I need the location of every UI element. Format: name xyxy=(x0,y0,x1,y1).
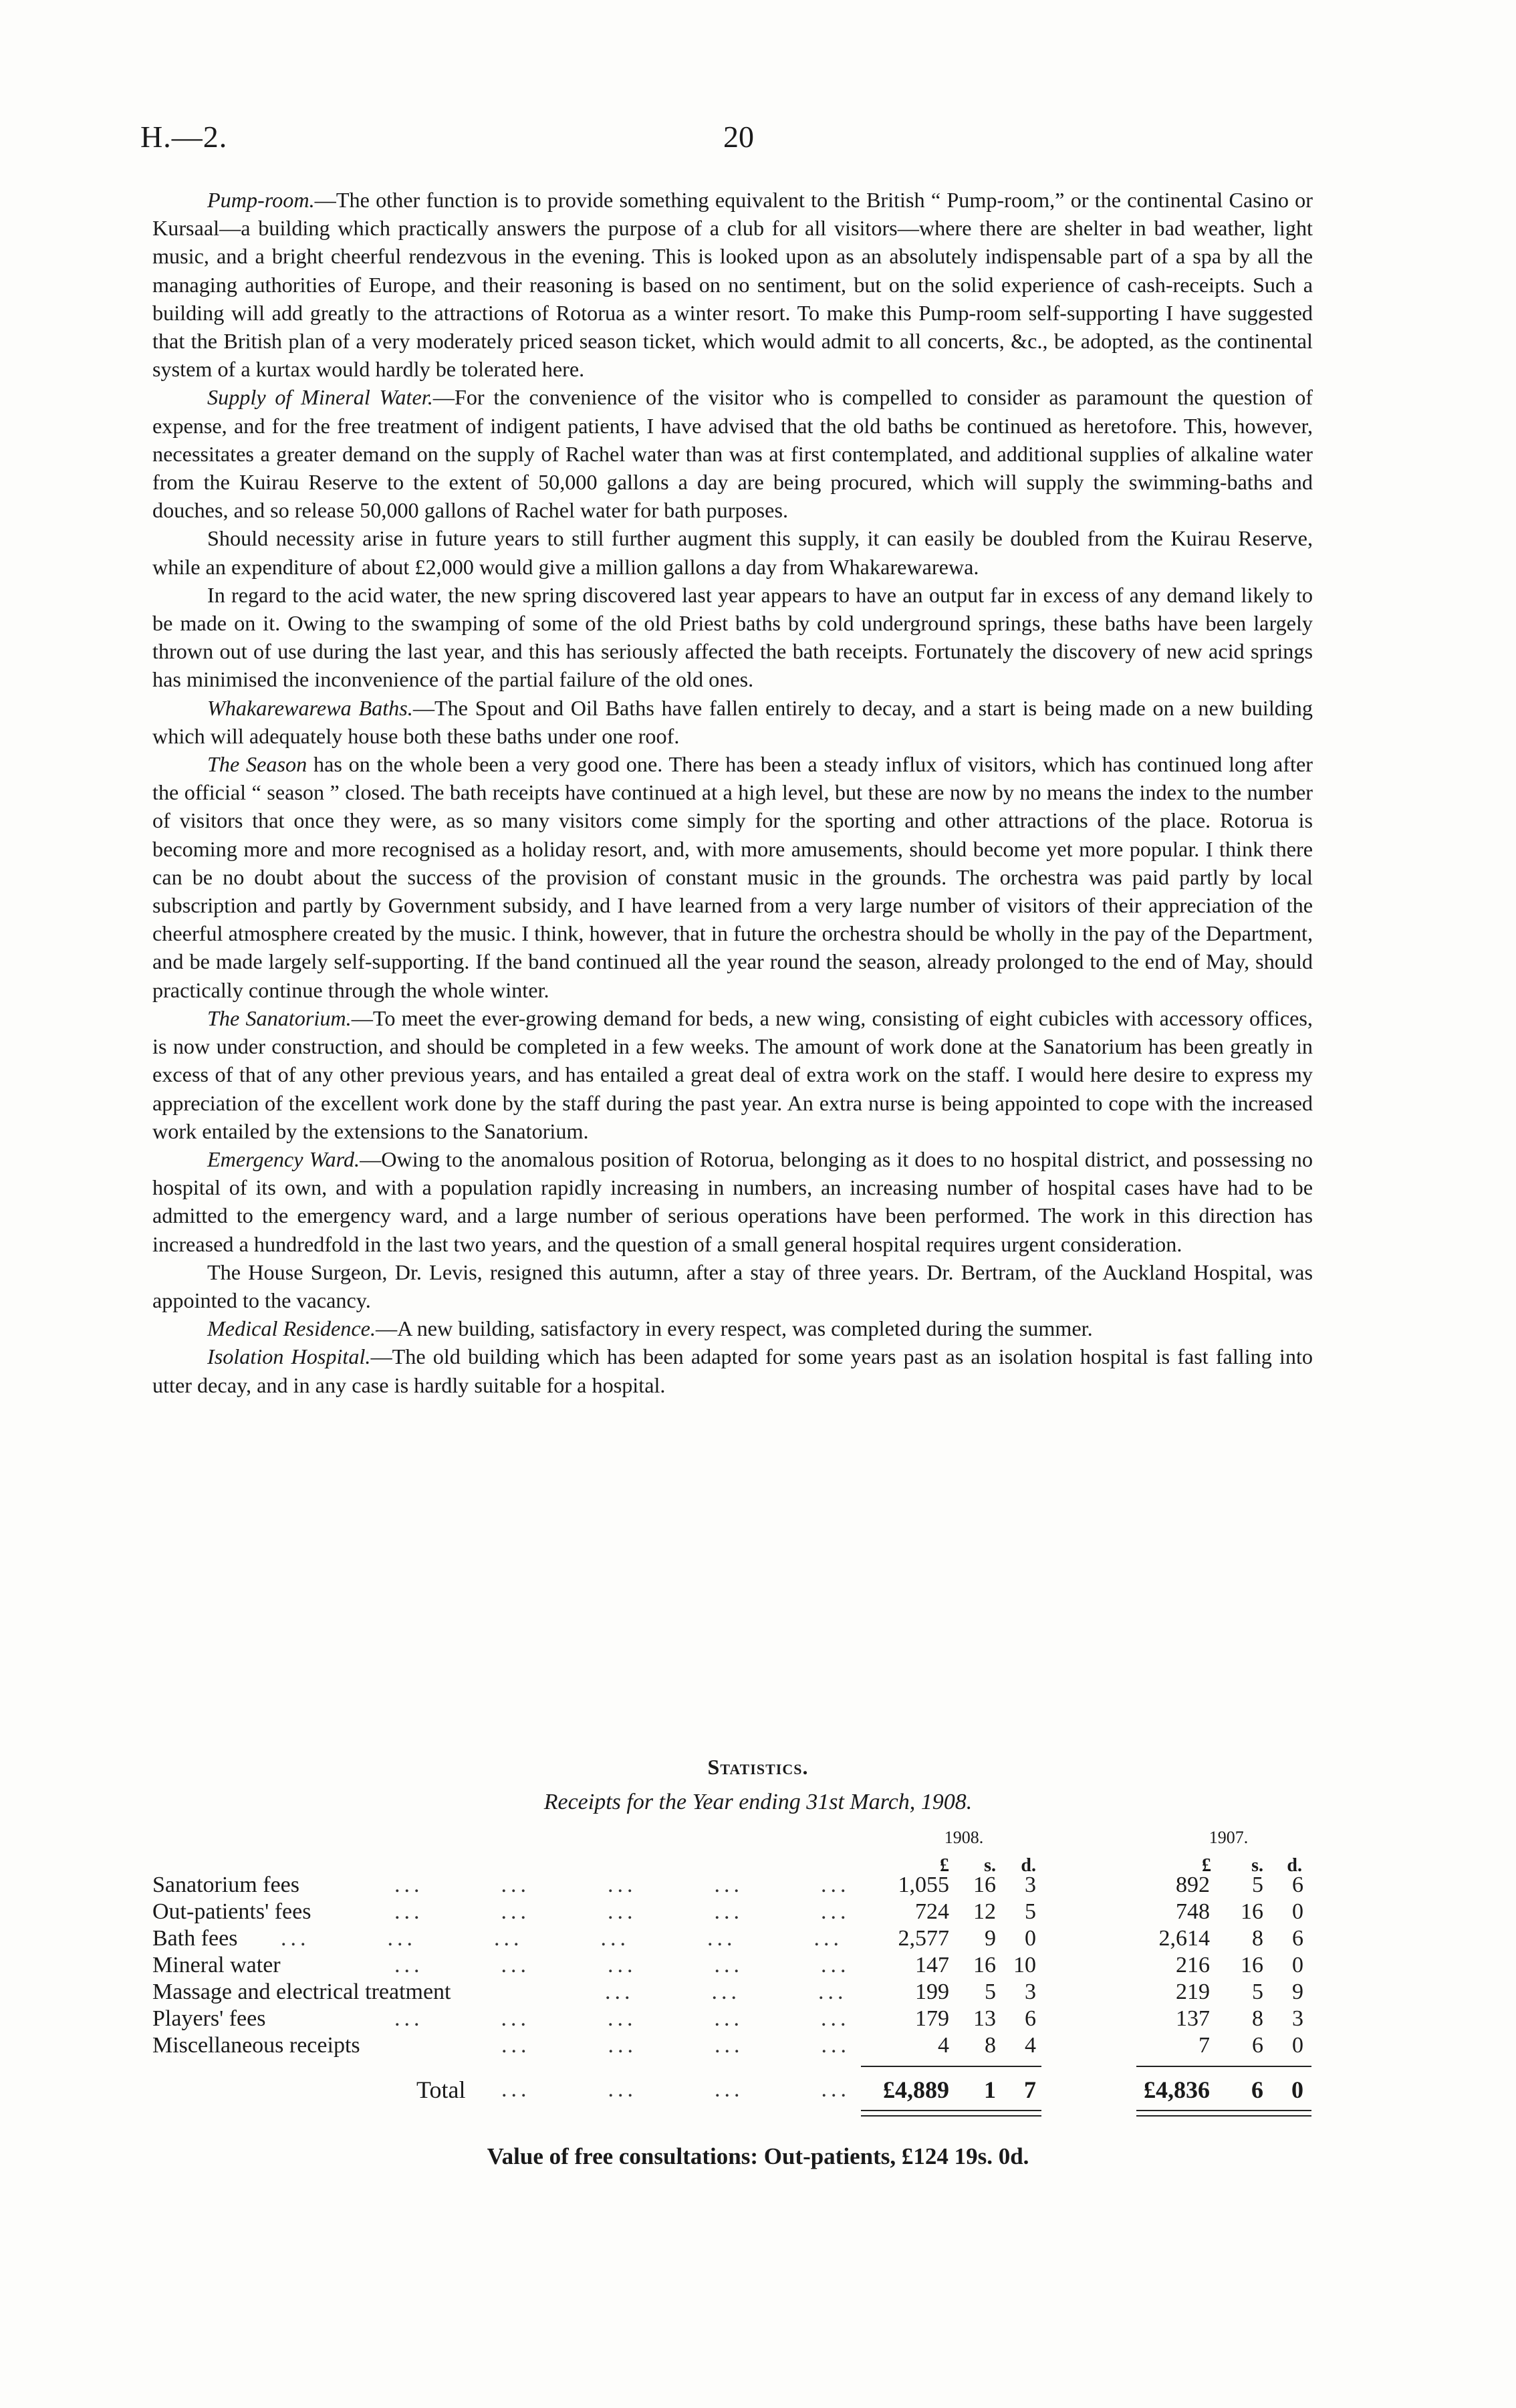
row-label: Bath fees xyxy=(152,1926,238,1951)
paragraph-text: —Owing to the anomalous position of Rotorua, belonging as it does to no hospital district, and possessing no hospital of its own, and with a population rapidly increasing in numbers, an increasing number of hospital cases have had to be admitted to the emergency ward, and a large number of serious operations have been performed. The work in this direction has increased a hundredfold in the last two years, and the question of a small general hospital requires urgent consideration. xyxy=(152,1147,1313,1256)
pounds-1908: 1,055 xyxy=(898,1873,949,1897)
pounds-1908: 4 xyxy=(938,2033,949,2058)
row-label: Players' fees xyxy=(152,2006,266,2031)
leader-dots: ... ... ... ... xyxy=(501,2077,850,2102)
subtotal-rule-1907 xyxy=(1136,2066,1311,2067)
table-row xyxy=(0,1979,1516,2006)
leader-dots: ... ... ... ... xyxy=(501,2033,850,2058)
pounds-1907: 892 xyxy=(1176,1873,1210,1897)
pence-1908: 4 xyxy=(1025,2033,1036,2058)
report-body xyxy=(152,186,1313,1399)
column-header-1908: 1908. xyxy=(944,1828,984,1847)
row-label: Miscellaneous receipts xyxy=(152,2033,360,2058)
shillings-1908: 5 xyxy=(985,1979,996,2004)
row-label: Mineral water xyxy=(152,1953,281,1977)
paragraph-heading: The Season xyxy=(207,752,307,777)
pounds-1907: 219 xyxy=(1176,1979,1210,2004)
paragraph-heading: Whakarewarewa Baths. xyxy=(207,695,413,720)
leader-dots: ... ... ... ... ... xyxy=(394,1873,850,1897)
pounds-1907: 748 xyxy=(1176,1899,1210,1924)
pence-1907: 0 xyxy=(1292,1953,1303,1977)
pounds-1908: 199 xyxy=(915,1979,949,2004)
pence-1907: 3 xyxy=(1292,2006,1303,2031)
paragraph-text: —A new building, satisfactory in every respect, was completed during the summer. xyxy=(376,1316,1093,1341)
paragraph-text: The House Surgeon, Dr. Levis, resigned this autumn, after a stay of three years. Dr. Bertram, of the Auckland Hospital, was appointed to the vacancy. xyxy=(152,1259,1313,1312)
pounds-1908: 724 xyxy=(915,1899,949,1924)
leader-dots: ... ... ... ... ... xyxy=(394,1899,850,1924)
pence-1908: 5 xyxy=(1025,1899,1036,1924)
pence-1908: 3 xyxy=(1025,1979,1036,2004)
shillings-1907: 16 xyxy=(1241,1953,1263,1977)
table-row xyxy=(0,2032,1516,2059)
leader-dots: ... ... ... ... ... xyxy=(394,1953,850,1977)
page-number: 20 xyxy=(723,120,754,154)
paragraph-sanatorium xyxy=(152,1004,1313,1145)
paragraph-text: In regard to the acid water, the new spring discovered last year appears to have an output far in excess of any demand likely to be made on it. Owing to the swamping of some of the old Priest baths by cold underground springs, these baths have been largely thrown out of use during the last year, and this has seriously affected the bath receipts. Fortunately the discovery of new acid springs has minimised the inconvenience of the partial failure of the old ones. xyxy=(152,582,1313,692)
shillings-1907: 5 xyxy=(1252,1979,1263,2004)
shillings-1907: 16 xyxy=(1241,1899,1263,1924)
pence-1907: 9 xyxy=(1292,1979,1303,2004)
paragraph-heading: Emergency Ward. xyxy=(207,1147,360,1171)
unit-shillings-1907: s. xyxy=(1251,1855,1263,1876)
total-double-rule-1907 xyxy=(1136,2115,1311,2117)
table-row xyxy=(0,2006,1516,2032)
total-double-rule-1908 xyxy=(861,2110,1041,2111)
paragraph-text: —To meet the ever-growing demand for beds, a new wing, consisting of eight cubicles with accessory offices, is now under construction, and should be completed in a few weeks. The amount of work done at the Sanatorium has been greatly in excess of that of any other previous years, and has entailed a great deal of extra work on the staff. I would here desire to express my appreciation of the excellent work done by the staff during the past year. An extra nurse is being appointed to cope with the increased work entailed by the extensions to the Sanatorium. xyxy=(152,1005,1313,1143)
statistics-heading: Statistics. xyxy=(707,1755,809,1779)
total-pounds-1907: £4,836 xyxy=(1144,2076,1210,2103)
pence-1908: 0 xyxy=(1025,1926,1036,1951)
pounds-1907: 216 xyxy=(1176,1953,1210,1977)
table-row xyxy=(0,1899,1516,1925)
total-row xyxy=(0,2076,1516,2103)
paragraph-house-surgeon xyxy=(152,1258,1313,1314)
paragraph-text: —The Spout and Oil Baths have fallen entirely to decay, and a start is being made on a new building which will adequately house both these baths under one roof. xyxy=(152,695,1313,748)
paragraph-text: —For the convenience of the visitor who is compelled to consider as paramount the question of expense, and for the free treatment of indigent patients, I have advised that the old baths be continued as heretofore. This, however, necessitates a greater demand on the supply of Rachel water than was at first contemplated, and additional supplies of alkaline water from the Kuirau Reserve to the extent of 50,000 gallons a day are being procured, which will supply the swimming-baths and douches, and so release 50,000 gallons of Rachel water for bath purposes. xyxy=(152,385,1313,523)
pounds-1907: 2,614 xyxy=(1158,1926,1210,1951)
shillings-1907: 8 xyxy=(1252,1926,1263,1951)
total-pence-1907: 0 xyxy=(1291,2076,1303,2103)
shillings-1908: 16 xyxy=(973,1953,996,1977)
paragraph-mineral-water xyxy=(152,383,1313,524)
shillings-1908: 8 xyxy=(985,2033,996,2058)
table-row xyxy=(0,1925,1516,1952)
subtotal-rule-1908 xyxy=(861,2066,1041,2067)
total-pence-1908: 7 xyxy=(1024,2076,1036,2103)
unit-pounds-1908: £ xyxy=(940,1855,949,1876)
paragraph-text: has on the whole been a very good one. There has been a steady influx of visitors, which has continued long after the official “ season ” closed. The bath receipts have continued at a high level, but these are now by no means the index to the number of visitors that once they were, as so many visitors come simply for the sporting and other attractions of the place. Rotorua is becoming more and more recognised as a holiday resort, and, with more amusements, should become yet more popular. I think there can be no doubt about the success of the provision of constant music in the grounds. The orchestra was paid partly by local subscription and partly by Government subsidy, and I have learned from a very large number of visitors of their appreciation of the cheerful atmosphere created by the music. I think, however, that in future the orchestra should be wholly in the pay of the Department, and be made largely self-supporting. If the band continued all the year round the season, already prolonged to the end of May, should practically continue through the whole winter. xyxy=(152,752,1313,1002)
shillings-1908: 13 xyxy=(973,2006,996,2031)
paragraph-supply-augment xyxy=(152,524,1313,580)
pounds-1908: 2,577 xyxy=(898,1926,949,1951)
pence-1908: 3 xyxy=(1025,1873,1036,1897)
leader-dots: ... ... ... xyxy=(605,1979,848,2004)
pence-1907: 0 xyxy=(1292,2033,1303,2058)
shillings-1908: 16 xyxy=(973,1873,996,1897)
pence-1907: 6 xyxy=(1292,1873,1303,1897)
unit-shillings-1908: s. xyxy=(984,1855,996,1876)
paragraph-heading: Isolation Hospital. xyxy=(207,1344,371,1369)
unit-pounds-1907: £ xyxy=(1202,1855,1211,1876)
document-reference: H.—2. xyxy=(140,120,228,154)
paragraph-heading: Supply of Mineral Water. xyxy=(207,385,433,410)
total-label: Total xyxy=(416,2076,466,2103)
paragraph-whakarewarewa xyxy=(152,694,1313,750)
paragraph-pump-room xyxy=(152,186,1313,383)
paragraph-text: —The old building which has been adapted for some years past as an isolation hospital is fast falling into utter decay, and in any case is hardly suitable for a hospital. xyxy=(152,1344,1313,1397)
pounds-1908: 179 xyxy=(915,2006,949,2031)
paragraph-text: —The other function is to provide something equivalent to the British “ Pump-room,” or the continental Casino or Kursaal—a building which practically answers the purpose of a club for all visitors—where there are shelter in bad weather, light music, and a bright cheerful rendezvous in the evening. This is looked upon as an absolutely indispensable part of a spa by all the managing authorities of Europe, and their reasoning is based on no sentiment, but on the solid experience of cash-receipts. Such a building will add greatly to the attractions of Rotorua as a winter resort. To make this Pump-room self-supporting I have suggested that the British plan of a very moderately priced season ticket, which would admit to all concerts, &c., be adopted, as the continental system of a kurtax would hardly be tolerated here. xyxy=(152,188,1313,382)
total-shillings-1907: 6 xyxy=(1251,2076,1263,2103)
receipts-table-title: Receipts for the Year ending 31st March, 1908. xyxy=(543,1790,973,1814)
paragraph-isolation-hospital xyxy=(152,1342,1313,1399)
pence-1908: 10 xyxy=(1013,1953,1036,1977)
row-label: Massage and electrical treatment xyxy=(152,1979,451,2004)
table-row xyxy=(0,1952,1516,1979)
shillings-1907: 5 xyxy=(1252,1873,1263,1897)
shillings-1907: 6 xyxy=(1252,2033,1263,2058)
paragraph-text: Should necessity arise in future years to still further augment this supply, it can easily be doubled from the Kuirau Reserve, while an expenditure of about £2,000 would give a million gallons a day from Whakarewarewa. xyxy=(152,526,1313,579)
shillings-1907: 8 xyxy=(1252,2006,1263,2031)
column-header-1907: 1907. xyxy=(1209,1828,1249,1847)
pence-1908: 6 xyxy=(1025,2006,1036,2031)
paragraph-heading: Pump-room. xyxy=(207,188,315,212)
table-row xyxy=(0,1872,1516,1899)
shillings-1908: 12 xyxy=(973,1899,996,1924)
row-label: Out-patients' fees xyxy=(152,1899,311,1924)
leader-dots: ... ... ... ... ... xyxy=(394,2006,850,2031)
pounds-1907: 7 xyxy=(1198,2033,1210,2058)
unit-pence-1908: d. xyxy=(1021,1855,1036,1876)
total-double-rule-1908 xyxy=(861,2115,1041,2117)
paragraph-season xyxy=(152,750,1313,1004)
paragraph-heading: Medical Residence. xyxy=(207,1316,376,1341)
free-consultations-note: Value of free consultations: Out-patients, £124 19s. 0d. xyxy=(487,2143,1029,2169)
total-pounds-1908: £4,889 xyxy=(883,2076,949,2103)
leader-dots: ... ... ... ... ... ... xyxy=(281,1926,843,1951)
paragraph-emergency-ward xyxy=(152,1145,1313,1258)
total-shillings-1908: 1 xyxy=(984,2076,996,2103)
shillings-1908: 9 xyxy=(985,1926,996,1951)
row-label: Sanatorium fees xyxy=(152,1873,299,1897)
unit-pence-1907: d. xyxy=(1287,1855,1302,1876)
pounds-1907: 137 xyxy=(1176,2006,1210,2031)
paragraph-heading: The Sanatorium. xyxy=(207,1005,352,1030)
pounds-1908: 147 xyxy=(915,1953,949,1977)
pence-1907: 6 xyxy=(1292,1926,1303,1951)
paragraph-medical-residence xyxy=(152,1314,1313,1342)
paragraph-acid-water xyxy=(152,581,1313,694)
pence-1907: 0 xyxy=(1292,1899,1303,1924)
total-double-rule-1907 xyxy=(1136,2110,1311,2111)
